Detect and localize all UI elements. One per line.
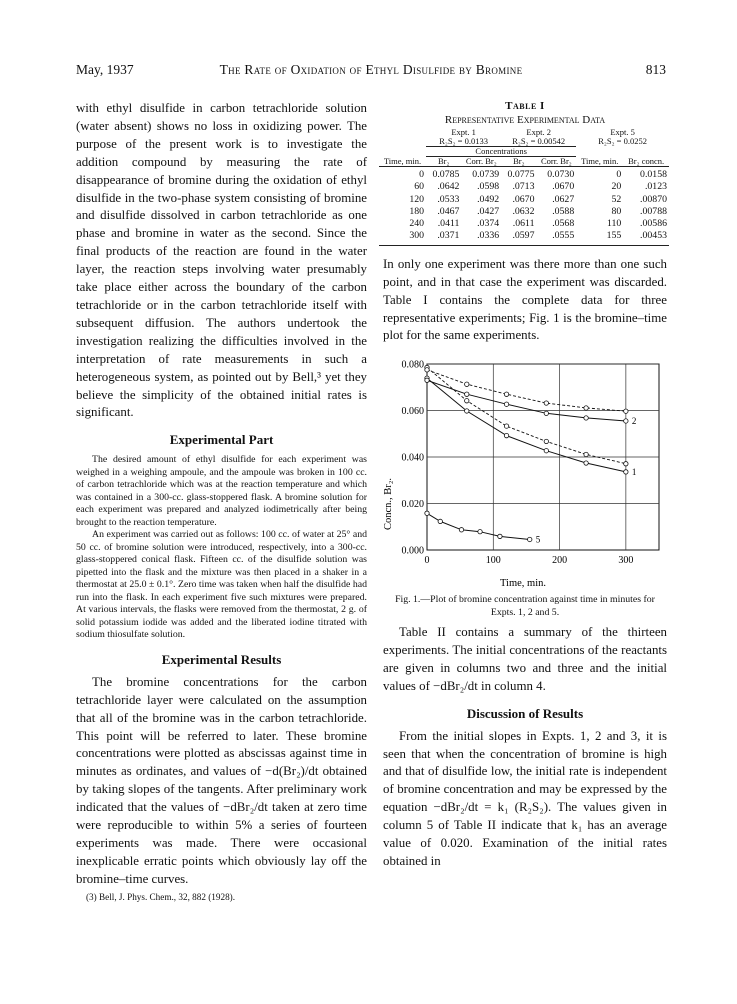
table-cell: .0598 <box>477 181 500 193</box>
series-2-raw-point <box>624 409 628 413</box>
series-1-raw-point <box>624 462 628 466</box>
table-cell: .00788 <box>640 205 667 217</box>
heading-experimental-part: Experimental Part <box>169 432 274 448</box>
series-1-raw-point <box>504 424 508 428</box>
series-2-point <box>504 402 508 406</box>
x-tick-label: 0 <box>424 555 430 566</box>
table-row <box>379 218 669 230</box>
table-cell: .00870 <box>640 193 667 205</box>
table-cell: .0336 <box>461 230 501 245</box>
intro-paragraph: with ethyl disulfide in carbon tetrachloride solution (water absent) shows no loss in oxidizing power. The purpose of the present work is to investigate the addition compound by measuring the rate of disappearance of bromine during the oxidation of ethyl disulfide in the two-phase system consisting of bromine and disulfide dissolved in carbon tetrachloride as one phase and bromine in water as the second. Since the final products of the reaction are found in the water layer, the reaction steps involving water presumably take place either across the boundary of the carbon tetrachloride or in the carbon tetrachloride itself with subsequent diffusion. The authors undertook the investigation realizing the difficulties involved in the interpretation of rate measurements in such a heterogeneous system, as pointed out by Bell,³ yet they believe the simplicity of the obtained initial rates is significant. <box>76 101 367 420</box>
x-axis-label: Time, min. <box>500 578 546 589</box>
series-1-raw-point <box>465 399 469 403</box>
series-1-point <box>504 433 508 437</box>
table-cell: .0713 <box>512 181 535 193</box>
experimental-paragraph-1: The desired amount of ethyl disulfide for each experiment was weighed in a weighing ampoule, and the ampoule was broken in 100 cc. of carbon tetrachloride which was at the reaction temperature and which was contained in a 300-cc. glass-stoppered flask. A bromine solution for each experiment was prepared and analyzed iodimetrically after being brought to the reaction temperature. <box>76 454 367 528</box>
col-corr: Corr. Br₂ <box>461 157 501 167</box>
series-1-line <box>427 378 626 472</box>
series-1-point <box>544 449 548 453</box>
series-5-point <box>478 529 482 533</box>
table-cell: 240 <box>409 218 425 230</box>
series-2-raw-point <box>425 368 429 372</box>
table-cell: 110 <box>606 218 622 230</box>
col-time5: Time, min. <box>576 157 623 167</box>
results-paragraph: The bromine concentrations for the carbon tetrachloride layer were calculated on the assumption that all of the bromine was in the carbon tetrachloride. This point will be referred to later. These bromine concentrations were plotted as abscissas against time in minutes as ordinates, and values of −d(Br₂)/dt obtained by taking slopes of the tangents. After preliminary work indicated that the values of −dBr₂/dt taken at zero time were reproducible to within 5% a series of fourteen experiments was made. There were occasional inexplicable erratic points which obviously lay off the bromine–time curves. <box>76 674 367 886</box>
series-2-raw-point <box>465 382 469 386</box>
expt1-header: Expt. 1 R₂S₂ = 0.0133 <box>426 128 501 147</box>
table-cell: 0.0785 <box>432 169 460 180</box>
series-1-raw-line <box>427 368 626 464</box>
series-5-point <box>438 519 442 523</box>
table-cell: 20 <box>611 181 622 193</box>
table-cell: .0467 <box>437 205 460 217</box>
col-br5: Br₂ concn. <box>623 157 669 167</box>
page-number: 813 <box>645 62 666 77</box>
table-cell: .0533 <box>437 193 460 205</box>
figure-1 <box>383 352 667 590</box>
series-1-raw-point <box>544 439 548 443</box>
table-cell: 300 <box>379 230 426 245</box>
table-cell: 0 <box>616 169 622 180</box>
col-corr2: Corr. Br₂ <box>536 157 576 167</box>
table-cell: .00453 <box>623 230 669 245</box>
table-cell: .0670 <box>552 181 575 193</box>
right-column-bottom <box>383 624 667 871</box>
series-1-raw-point <box>584 452 588 456</box>
series-2-point <box>624 419 628 423</box>
table-cell: .0588 <box>552 205 575 217</box>
series-2-raw-point <box>584 406 588 410</box>
series-1-point <box>624 470 628 474</box>
y-axis-label: Concn., Br₂. <box>383 477 394 531</box>
table-cell: 0.0739 <box>472 169 500 180</box>
experimental-paragraph-2: An experiment was carried out as follows: 100 cc. of water at 25° and 50 cc. of bromine solution were introduced, respectively, into a 300-cc. glass-stoppered conical flask. Fifteen cc. of the disulfide solution was pipetted into the flask and the mixture was then placed in a shaker in a thermostat at 25.0 ± 0.1°. Zero time was taken when half the disulfide had run into the flask. In each experiment five such mixtures were prepared. At various intervals, the flasks were removed from the thermostat, 2 g. of solid potassium iodide was added and the liberated iodine titrated with sodium thiosulfate solution. <box>76 529 367 641</box>
running-header <box>76 62 666 78</box>
y-tick-label: 0.020 <box>401 499 424 510</box>
header-date: May, 1937 <box>76 62 134 77</box>
col-br2: Br₂ <box>426 157 461 167</box>
series-2-point <box>544 411 548 415</box>
table-cell: 120 <box>409 193 425 205</box>
series-5-point <box>528 537 532 541</box>
concentrations-header: Concentrations <box>426 147 576 157</box>
table-cell: .0555 <box>536 230 576 245</box>
table-row <box>379 194 669 206</box>
expt2-header: Expt. 2 R₂S₂ = 0.00542 <box>501 128 576 147</box>
left-column <box>76 100 367 903</box>
table-cell: .0627 <box>552 193 575 205</box>
y-tick-label: 0.000 <box>401 545 424 557</box>
table-cell: 0.0775 <box>507 169 535 180</box>
table-cell: 0.0158 <box>640 169 667 180</box>
right-paragraph-2: Table II contains a summary of the thirteen experiments. The initial concentrations of the reactants are given in columns two and three and the initial values of −dBr₂/dt in column 4. <box>383 625 667 693</box>
col-br2b: Br₂ <box>501 157 536 167</box>
bromine-time-chart <box>383 352 667 590</box>
table-cell: .0374 <box>477 218 500 230</box>
y-tick-label: 0.040 <box>401 452 424 464</box>
discussion-paragraph: From the initial slopes in Expts. 1, 2 and 3, it is seen that when the concentration of bromine is high and that of disulfide low, the initial rate is independent of bromine concentration and may be expressed by the equation −dBr₂/dt = k₁ (R₂S₂). The values given in column 5 of Table II indicate that k₁ has an average value of 0.020. Examination of the initial rates obtained in <box>383 728 667 868</box>
series-5-point <box>498 534 502 538</box>
table-cell: .0670 <box>512 193 535 205</box>
series-5-line <box>427 513 530 539</box>
right-paragraph-1: In only one experiment was there more than one such point, and in that case the experiment was discarded. Table I contains the complete data for three representative experiments; Fig. 1 is the bromine–time plot for the same experiments. <box>383 256 667 343</box>
table-cell: 180 <box>409 205 425 217</box>
table-cell: 155 <box>576 230 623 245</box>
series-1-point <box>584 461 588 465</box>
table-cell: 80 <box>611 205 622 217</box>
table-row <box>379 181 669 193</box>
table-caption <box>383 100 667 126</box>
series-label: 2 <box>631 415 637 426</box>
table-cell: .0611 <box>512 218 535 230</box>
table-cell: .0492 <box>477 193 500 205</box>
table-cell: 0 <box>419 169 425 180</box>
x-tick-label: 100 <box>485 555 501 566</box>
table-title: Table I <box>505 100 545 112</box>
right-column-top <box>383 100 667 345</box>
table-cell: .0642 <box>437 181 460 193</box>
heading-discussion: Discussion of Results <box>466 705 584 721</box>
y-tick-label: 0.060 <box>401 406 424 417</box>
series-1-point <box>465 409 469 413</box>
col-time: Time, min. <box>379 157 426 167</box>
series-5-point <box>425 511 429 515</box>
data-table <box>379 128 669 246</box>
series-label: 5 <box>535 534 541 545</box>
table-cell: .0371 <box>426 230 461 245</box>
header-title: The Rate of Oxidation of Ethyl Disulfide by Bromine <box>219 62 523 77</box>
table-cell: .0427 <box>477 205 500 217</box>
expt5-header: Expt. 5 R₂S₂ = 0.0252 <box>598 127 647 147</box>
footnote: (3) Bell, J. Phys. Chem., 32, 882 (1928). <box>86 891 236 902</box>
series-2-raw-point <box>504 392 508 396</box>
table-cell: .0123 <box>644 181 667 193</box>
series-2-point <box>425 378 429 382</box>
x-tick-label: 200 <box>552 555 568 566</box>
table-cell: .0597 <box>501 230 536 245</box>
y-tick-label: 0.080 <box>401 359 424 371</box>
table-cell: 52 <box>611 193 622 205</box>
table-row <box>379 230 669 245</box>
table-cell: 60 <box>414 181 425 193</box>
series-label: 1 <box>631 466 637 477</box>
table-cell: .0632 <box>512 205 535 217</box>
series-2-line <box>427 380 626 421</box>
table-cell: 0.0730 <box>547 169 575 180</box>
table-row <box>379 206 669 218</box>
table-cell: .00586 <box>640 218 667 230</box>
table-subtitle: Representative Experimental Data <box>444 114 606 126</box>
table-cell: .0411 <box>437 218 460 230</box>
series-2-raw-point <box>544 401 548 405</box>
series-2-point <box>584 416 588 420</box>
x-tick-label: 300 <box>618 555 634 566</box>
series-2-point <box>465 392 469 396</box>
table-row <box>379 167 669 182</box>
table-cell: .0568 <box>552 218 575 230</box>
series-5-point <box>459 528 463 532</box>
figure-caption: Fig. 1.—Plot of bromine concentration against time in minutes for Expts. 1, 2 and 5. <box>395 594 655 618</box>
heading-experimental-results: Experimental Results <box>161 651 282 667</box>
